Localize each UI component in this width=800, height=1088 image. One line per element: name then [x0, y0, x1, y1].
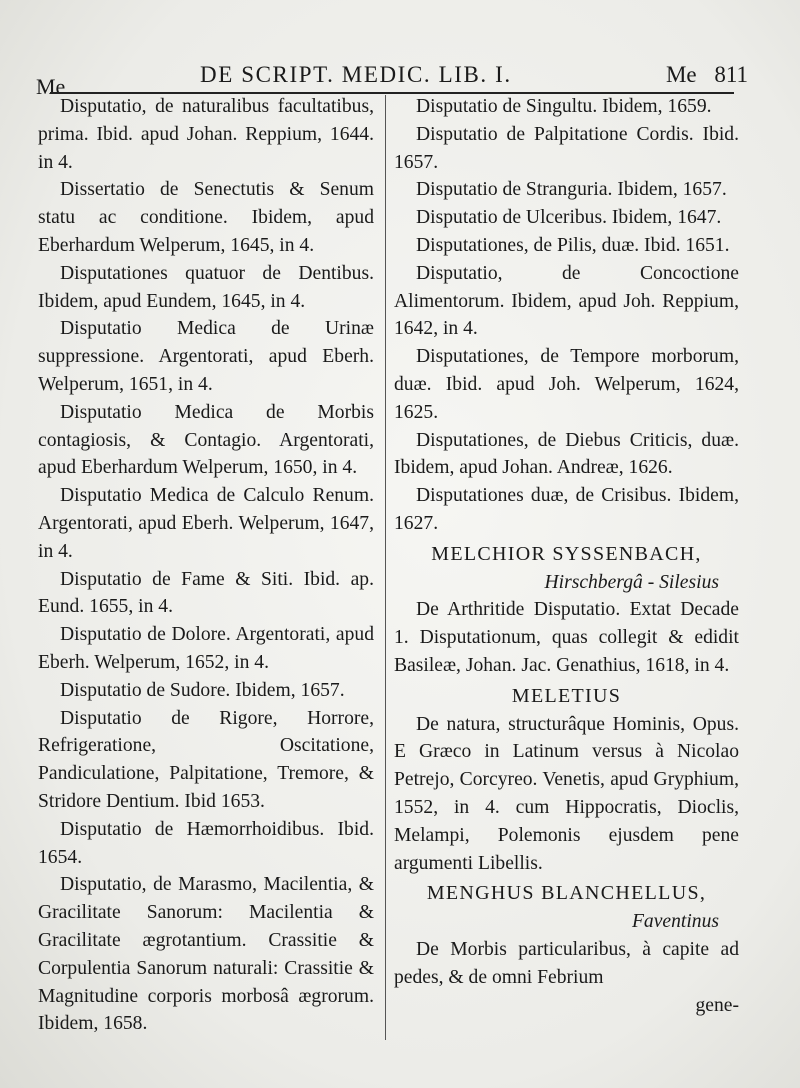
bib-entry: Disputationes, de Diebus Criticis, duæ. Ibidem, apud Johan. Andreæ, 1626. — [394, 429, 739, 479]
bib-entry: De Morbis particularibus, à capite ad pedes, & de omni Febrium — [394, 938, 739, 988]
author-origin: Faventinus — [631, 911, 719, 933]
right-column — [394, 93, 739, 1019]
bib-entry: Disputationes, de Pilis, duæ. Ibid. 1651. — [416, 234, 730, 256]
bib-entry: Disputatio Medica de Calculo Renum. Argentorati, apud Eberh. Welperum, 1647, in 4. — [38, 485, 374, 562]
author-heading: MELETIUS — [511, 684, 622, 707]
bib-entry: Disputatio de Hæmorrhoidibus. Ibid. 1654. — [38, 818, 374, 868]
bib-entry: Disputatio, de Concoctione Alimentorum. Ibidem, apud Joh. Reppium, 1642, in 4. — [394, 262, 739, 340]
bib-entry: Disputatio de Fame & Siti. Ibid. ap. Eund. 1655, in 4. — [38, 568, 374, 618]
author-heading: MENGHUS BLANCHELLUS, — [426, 882, 707, 905]
catchword: gene- — [695, 994, 739, 1016]
bib-entry: Disputatio de Ulceribus. Ibidem, 1647. — [416, 207, 722, 229]
author-heading: MELCHIOR SYSSENBACH, — [431, 542, 702, 565]
bib-entry: Disputatio de Sudore. Ibidem, 1657. — [60, 679, 345, 701]
bib-entry: Disputatio de Rigore, Horrore, Refrigeratione, Oscitatione, Pandiculatione, Palpitatione, Tremore, & Stridore Dentium. Ibid 1653. — [38, 707, 374, 812]
left-guide-word: Me — [36, 74, 66, 99]
page-header — [36, 60, 748, 99]
bib-entry: Disputatio de Singultu. Ibidem, 1659. — [416, 96, 712, 117]
bib-entry: Disputatio Medica de Urinæ suppressione. Argentorati, apud Eberh. Welperum, 1651, in 4. — [38, 318, 374, 395]
bib-entry: Disputatio, de naturalibus facultatibus, prima. Ibid. apud Johan. Reppium, 1644. in 4. — [38, 96, 374, 173]
bib-entry: Disputationes, de Tempore morborum, duæ. Ibid. apud Joh. Welperum, 1624, 1625. — [394, 346, 739, 423]
bib-entry: Dissertatio de Senectutis & Senum statu ac conditione. Ibidem, apud Eberhardum Welperum, 1645, in 4. — [38, 179, 374, 256]
bib-entry: Disputationes quatuor de Dentibus. Ibidem, apud Eundem, 1645, in 4. — [38, 262, 374, 312]
column-divider — [385, 95, 386, 1040]
bib-entry: Disputatio de Stranguria. Ibidem, 1657. — [416, 179, 727, 201]
author-origin: Hirschbergâ - Silesius — [544, 571, 719, 593]
bib-entry: Disputatio de Dolore. Argentorati, apud Eberh. Welperum, 1652, in 4. — [38, 624, 374, 673]
bib-entry: Disputationes duæ, de Crisibus. Ibidem, 1627. — [394, 485, 739, 534]
bib-entry: De Arthritide Disputatio. Extat Decade 1. Disputationum, quas collegit & edidit Basileæ, Johan. Jac. Genathius, 1618, in 4. — [394, 599, 739, 676]
bib-entry: Disputatio de Palpitatione Cordis. Ibid. 1657. — [394, 123, 739, 173]
bib-entry: De natura, structurâque Hominis, Opus. E Græco in Latinum versus à Nicolao Petrejo, Corcyreo. Venetis, apud Gryphium, 1552, in 4. cum Hippocratis, Dioclis, Melampi, Polemonis ejusdem pene argumenti Libellis. — [394, 713, 739, 874]
left-column — [38, 93, 374, 1038]
bib-entry: Disputatio, de Marasmo, Macilentia, & Gracilitate Sanorum: Macilentia & Gracilitate ægrotantium. Crassitie & Corpulentia Sanorum naturali: Crassitie & Magnitudine corporis morbosâ ægrorum. Ibidem, 1658. — [38, 874, 374, 1035]
bib-entry: Disputatio Medica de Morbis contagiosis, & Contagio. Argentorati, apud Eberhardum Welperum, 1650, in 4. — [38, 401, 374, 479]
running-title: DE SCRIPT. MEDIC. LIB. I. — [200, 62, 512, 87]
right-guide-and-page-number: Me 811 — [665, 62, 748, 87]
